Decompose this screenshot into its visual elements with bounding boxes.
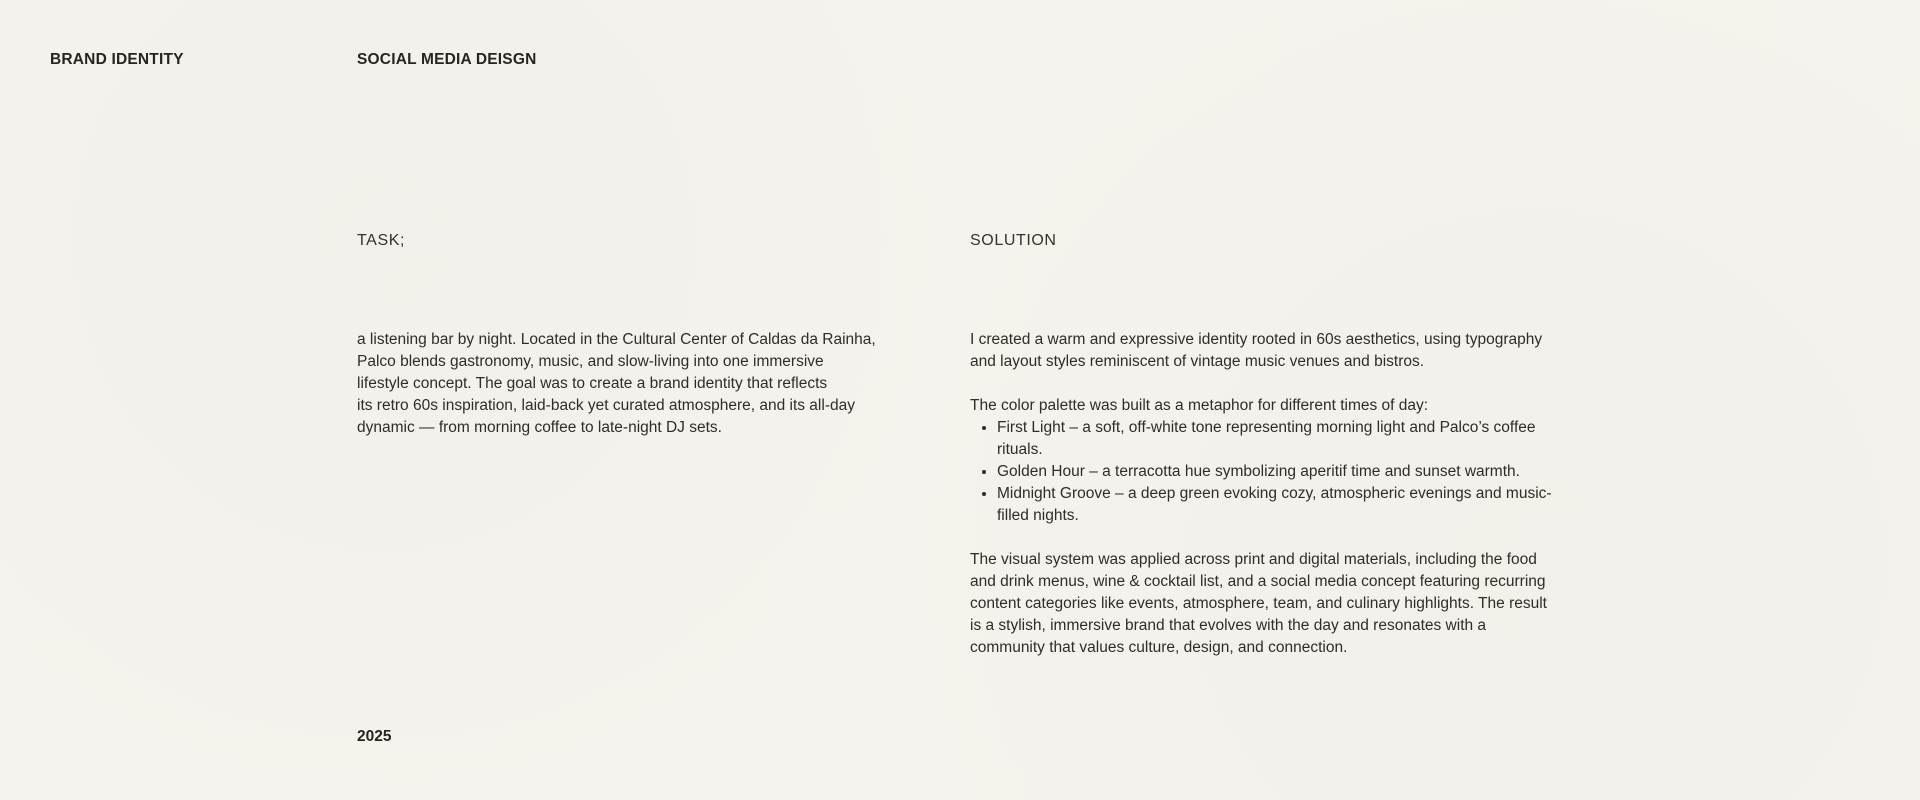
task-line: Palco blends gastronomy, music, and slow-living into one immersive: [357, 353, 824, 370]
task-description: [357, 329, 892, 439]
task-line: lifestyle concept. The goal was to create a brand identity that reflects: [357, 375, 828, 392]
task-line: a listening bar by night. Located in the Cultural Center of Caldas da Rainha,: [357, 331, 876, 348]
palette-list: [970, 417, 1570, 527]
palette-item-golden-hour: • Golden Hour – a terracotta hue symbolizing aperitif time and sunset warmth.: [997, 461, 1570, 483]
task-line: dynamic — from morning coffee to late-night DJ sets.: [357, 419, 722, 436]
palette-item-first-light: • First Light – a soft, off-white tone representing morning light and Palco’s coffee rituals.: [997, 417, 1570, 461]
solution-closing-line: community that values culture, design, and connection.: [970, 639, 1348, 656]
solution-closing-line: and drink menus, wine & cocktail list, and a social media concept featuring recurring: [970, 573, 1546, 590]
solution-description: [970, 329, 1570, 659]
paragraph-gap: [970, 373, 1570, 395]
solution-closing-line: The visual system was applied across print and digital materials, including the food: [970, 551, 1537, 568]
paragraph-gap: [970, 527, 1570, 549]
palette-intro: The color palette was built as a metaphor for different times of day:: [970, 397, 1429, 414]
solution-intro-line: I created a warm and expressive identity rooted in 60s aesthetics, using typography: [970, 331, 1543, 348]
palette-item-midnight-groove: • Midnight Groove – a deep green evoking cozy, atmospheric evenings and music-filled nights.: [997, 483, 1570, 527]
project-year: 2025: [357, 728, 392, 745]
solution-title: SOLUTION: [970, 232, 1057, 249]
solution-closing-line: is a stylish, immersive brand that evolves with the day and resonates with a: [970, 617, 1487, 634]
task-title: TASK;: [357, 232, 406, 249]
solution-intro-line: and layout styles reminiscent of vintage music venues and bistros.: [970, 353, 1425, 370]
social-media-design-label: SOCIAL MEDIA DEISGN: [357, 51, 537, 68]
task-line: its retro 60s inspiration, laid-back yet curated atmosphere, and its all-day: [357, 397, 855, 414]
solution-closing-line: content categories like events, atmosphere, team, and culinary highlights. The result: [970, 595, 1547, 612]
brand-identity-label: BRAND IDENTITY: [50, 51, 184, 68]
